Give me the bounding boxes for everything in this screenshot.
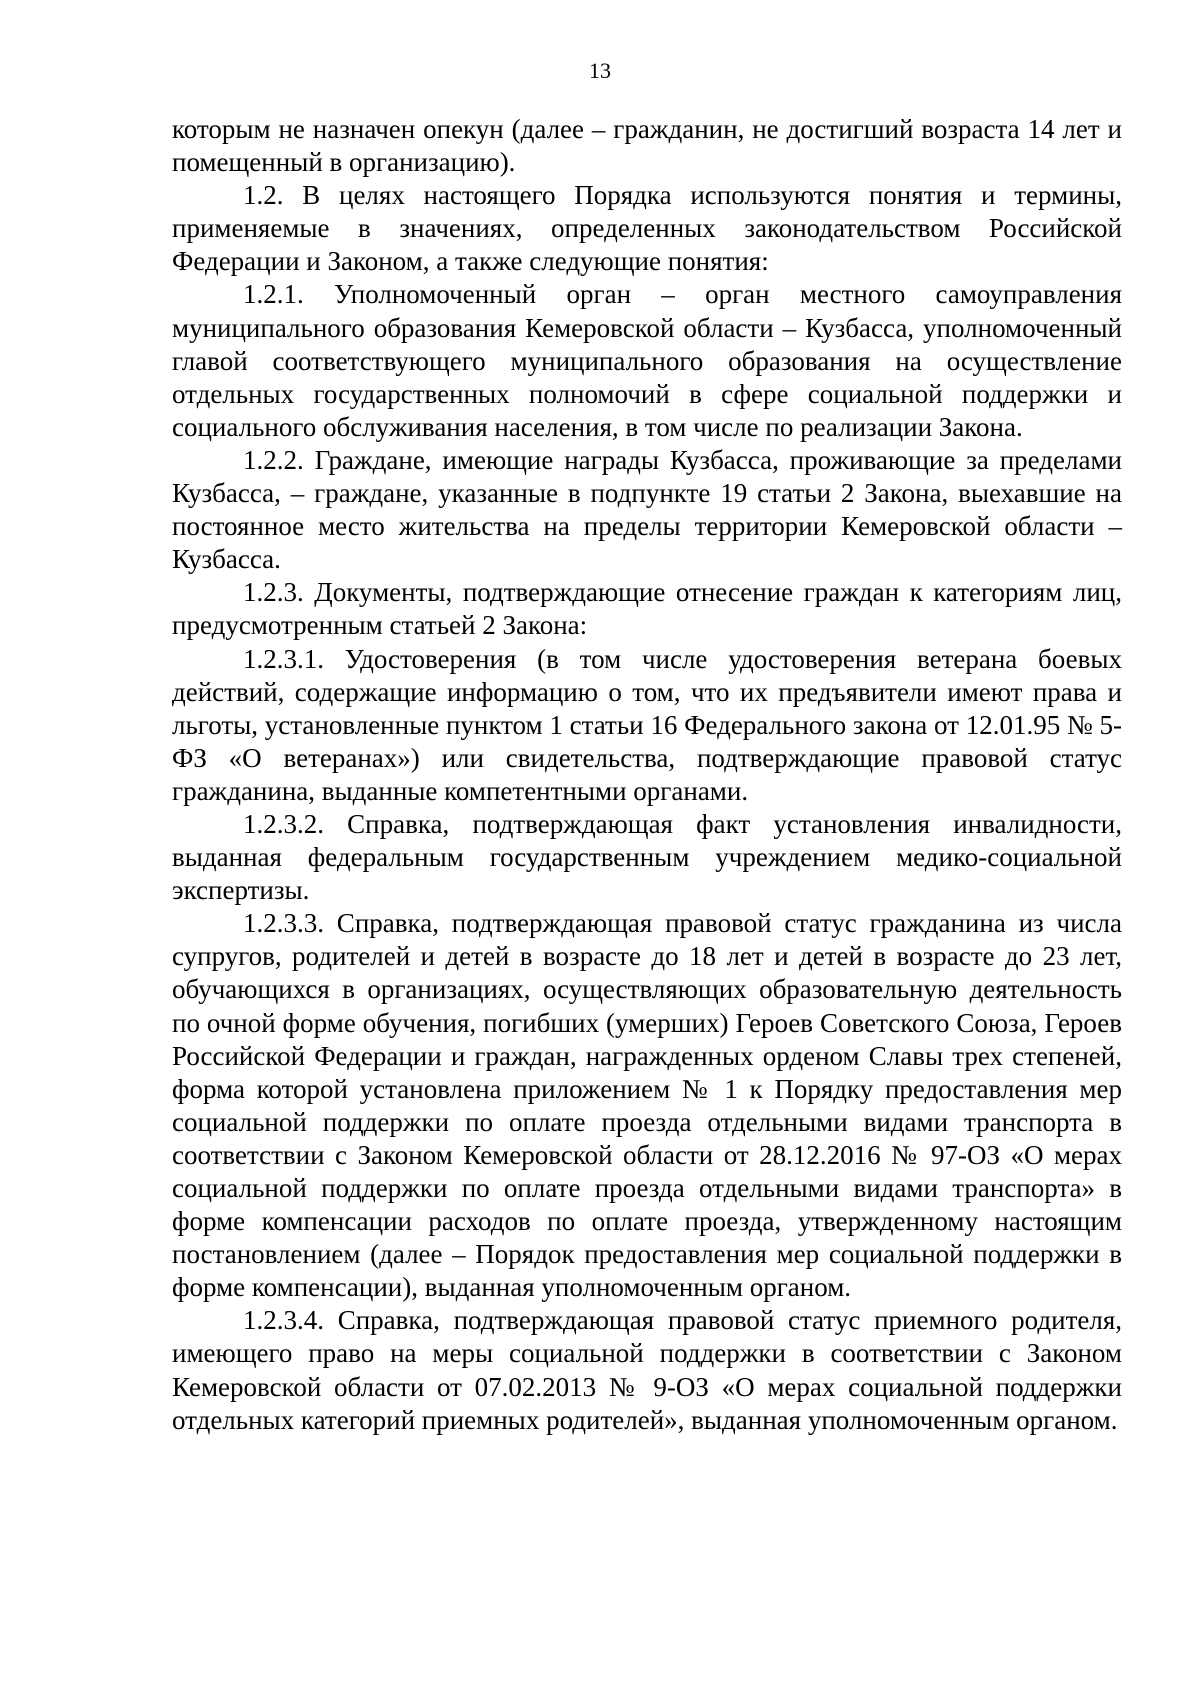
paragraph-1-2-3: 1.2.3. Документы, подтверждающие отнесение граждан к категориям лиц, предусмотренным статьей 2 Закона: <box>172 577 1122 641</box>
paragraph-1-2-2: 1.2.2. Граждане, имеющие награды Кузбасса, проживающие за пределами Кузбасса, – граждане, указанные в подпункте 19 статьи 2 Закона, выехавшие на постоянное место жительства на пределы территории Кемеровской области – Кузбасса. <box>172 444 1122 575</box>
page-number: 13 <box>589 58 611 83</box>
paragraph-1-2-1: 1.2.1. Уполномоченный орган – орган местного самоуправления муниципального образования Кемеровской области – Кузбасса, уполномоченный главой соответствующего муниципального образования на осуществление отдельных государственных полномочий в сфере социальной поддержки и социального обслуживания населения, в том числе по реализации Закона. <box>172 279 1122 442</box>
paragraph-1-2-3-2: 1.2.3.2. Справка, подтверждающая факт установления инвалидности, выданная федеральным государственным учреждением медико-социальной экспертизы. <box>172 808 1122 906</box>
paragraph-1-2: 1.2. В целях настоящего Порядка используются понятия и термины, применяемые в значениях, определенных законодательством Российской Федерации и Законом, а также следующие понятия: <box>172 180 1122 277</box>
paragraph-1-2-3-3: 1.2.3.3. Справка, подтверждающая правовой статус гражданина из числа супругов, родителей и детей в возрасте до 18 лет и детей в возрасте до 23 лет, обучающихся в организациях, осуществляющих образовательную деятельность по очной форме обучения, погибших (умерших) Героев Советского Союза, Героев Российской Федерации и граждан, награжденных орденом Славы трех степеней, форма которой установлена приложением № 1 к Порядку предоставления мер социальной поддержки по оплате проезда отдельными видами транспорта в соответствии с Законом Кемеровской области от 28.12.2016 № 97-ОЗ «О мерах социальной поддержки по оплате проезда отдельными видами транспорта» в форме компенсации расходов по оплате проезда, утвержденному настоящим постановлением (далее – Порядок предоставления мер социальной поддержки в форме компенсации), выданная уполномоченным органом. <box>172 908 1122 1303</box>
paragraph-continuation: которым не назначен опекун (далее – гражданин, не достигший возраста 14 лет и помещенный в организацию). <box>172 114 1122 178</box>
document-body <box>172 113 1122 1437</box>
paragraph-1-2-3-1: 1.2.3.1. Удостоверения (в том числе удостоверения ветерана боевых действий, содержащие информацию о том, что их предъявители имеют права и льготы, установленные пунктом 1 статьи 16 Федерального закона от 12.01.95 № 5-ФЗ «О ветеранах») или свидетельства, подтверждающие правовой статус гражданина, выданные компетентными органами. <box>172 643 1122 806</box>
paragraph-1-2-3-4: 1.2.3.4. Справка, подтверждающая правовой статус приемного родителя, имеющего право на меры социальной поддержки в соответствии с Законом Кемеровской области от 07.02.2013 № 9-ОЗ «О мерах социальной поддержки отдельных категорий приемных родителей», выданная уполномоченным органом. <box>172 1305 1122 1435</box>
